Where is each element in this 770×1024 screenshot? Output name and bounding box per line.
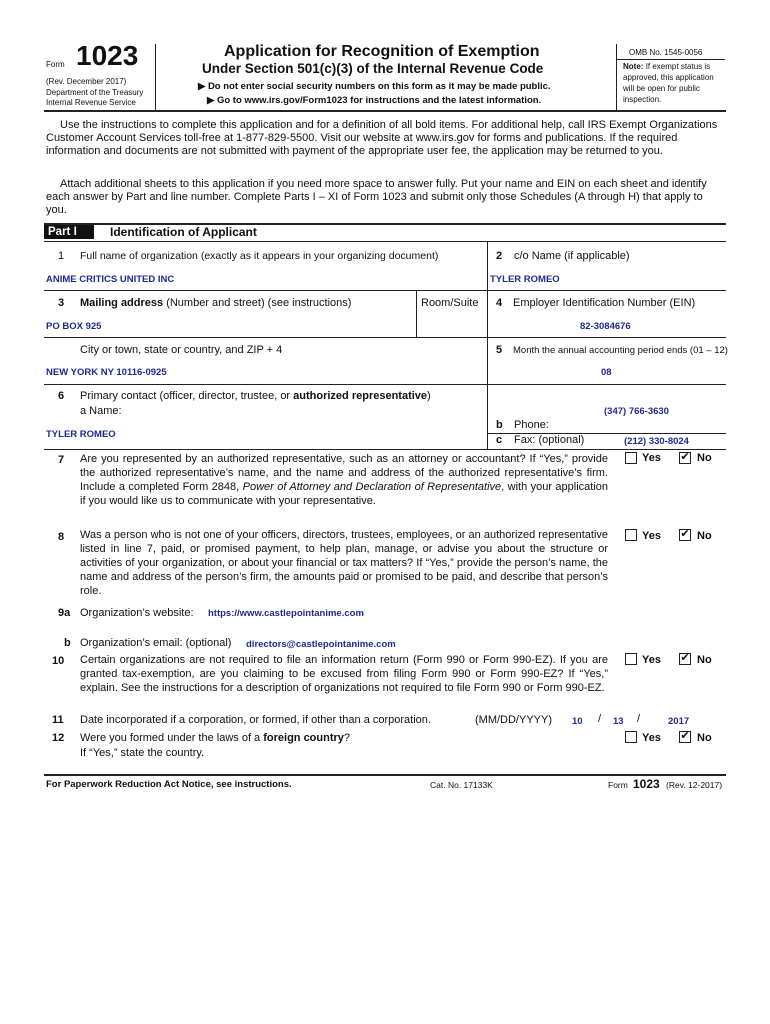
line-12-label: Were you formed under the laws of a foreign country? <box>80 732 351 744</box>
line-10-yes-checkbox[interactable] <box>625 653 637 665</box>
line-6b-letter: b <box>496 419 503 431</box>
line-9b-label: Organization’s email: (optional) <box>80 637 232 649</box>
incorporation-month-field[interactable]: 10 <box>572 716 583 727</box>
agency: Internal Revenue Service <box>46 98 136 107</box>
public-inspection-note: Note: If exempt status is approved, this application will be open for public inspection. <box>623 62 714 104</box>
line-12-sublabel: If “Yes,” state the country. <box>80 747 205 759</box>
city-label: City or town, state or country, and ZIP + 4 <box>80 344 283 356</box>
line-12-no-label: No <box>697 732 712 744</box>
line-8-no-label: No <box>697 530 712 542</box>
line-7-no-label: No <box>697 452 712 464</box>
check-mark-icon: ✔ <box>680 451 690 463</box>
line-12-no-checkbox[interactable] <box>679 731 691 743</box>
line-10-no-checkbox[interactable] <box>679 653 691 665</box>
line-8-number: 8 <box>58 531 65 543</box>
date-separator: / <box>637 713 641 725</box>
line-10-number: 10 <box>52 655 65 667</box>
ssn-notice: ▶ Do not enter social security numbers on this form as it may be made public. <box>198 81 551 92</box>
department: Department of the Treasury <box>46 88 144 97</box>
intro-instructions: Use the instructions to complete this application and for a definition of all bold items. For additional help, call IRS Exempt Organizations Customer Account Services toll-free at 1-877-829-5500. Visit our website at www.irs.gov for forms and publications. If the required information and documents are not submitted with payment of the appropriate user fee, the application may be returned to you. <box>46 119 718 157</box>
line-8-yes-checkbox[interactable] <box>625 529 637 541</box>
line-8-no-checkbox[interactable] <box>679 529 691 541</box>
line-9b-number: b <box>64 637 71 649</box>
line-6-label: Primary contact (officer, director, trustee, or authorized representative) <box>80 390 431 402</box>
instructions-link-notice: ▶ Go to www.irs.gov/Form1023 for instructions and the latest information. <box>207 95 542 106</box>
line-10-yes-label: Yes <box>642 654 661 666</box>
form-subtitle: Under Section 501(c)(3) of the Internal Revenue Code <box>202 61 544 76</box>
fax-field[interactable]: (212) 330-8024 <box>624 436 689 447</box>
line-5-number: 5 <box>496 344 503 356</box>
contact-name-field[interactable]: TYLER ROMEO <box>46 429 116 440</box>
form-title: Application for Recognition of Exemption <box>224 43 540 60</box>
line-7-yes-label: Yes <box>642 452 661 464</box>
line-1-number: 1 <box>58 250 65 262</box>
ein-field[interactable]: 82-3084676 <box>580 321 631 332</box>
line-9a-number: 9a <box>58 607 71 619</box>
date-separator: / <box>598 713 602 725</box>
line-7-yes-checkbox[interactable] <box>625 452 637 464</box>
part-label: Part I <box>44 225 94 239</box>
incorporation-day-field[interactable]: 13 <box>613 716 624 727</box>
email-field[interactable]: directors@castlepointanime.com <box>246 639 396 650</box>
line-12-yes-checkbox[interactable] <box>625 731 637 743</box>
mailing-address-field[interactable]: PO BOX 925 <box>46 321 102 332</box>
line-5-label: Month the annual accounting period ends (01 – 12) <box>513 345 728 356</box>
line-7-number: 7 <box>58 454 65 466</box>
accounting-period-field[interactable]: 08 <box>601 367 612 378</box>
check-mark-icon: ✔ <box>680 528 690 540</box>
care-of-name-field[interactable]: TYLER ROMEO <box>490 274 560 285</box>
paperwork-notice: For Paperwork Reduction Act Notice, see instructions. <box>46 779 292 790</box>
line-10-no-label: No <box>697 654 712 666</box>
line-6a-label: a Name: <box>80 405 122 417</box>
revision-date: (Rev. December 2017) <box>46 77 127 86</box>
line-9a-label: Organization’s website: <box>80 607 194 619</box>
footer-revision: (Rev. 12-2017) <box>666 780 723 790</box>
date-format-label: (MM/DD/YYYY) <box>475 714 552 726</box>
intro-attach-sheets: Attach additional sheets to this application if you need more space to answer fully. Put your name and EIN on each sheet and identify each answer by Part and line number. Complete Parts I – XI of Form 1023 and submit only those Schedules (A through H) that apply to you. <box>46 178 707 216</box>
form-number: 1023 <box>76 40 139 71</box>
line-3-label: Mailing address (Number and street) (see instructions) <box>80 297 352 309</box>
line-6c-label: Fax: (optional) <box>514 434 585 446</box>
part-title: Identification of Applicant <box>110 225 257 239</box>
line-2-label: c/o Name (if applicable) <box>514 250 630 262</box>
line-7-question: Are you represented by an authorized representative, such as an attorney or accountant? If “Yes,” provide the authorized representative’s name, and the name and address of the authorized representative’s firm. Include a completed Form 2848, Power of Attorney and Declaration of Representative, with your application if you would like us to communicate with your representative. <box>80 453 609 507</box>
line-12-number: 12 <box>52 732 65 744</box>
line-12-yes-label: Yes <box>642 732 661 744</box>
incorporation-year-field[interactable]: 2017 <box>668 716 690 727</box>
line-6c-letter: c <box>496 434 503 446</box>
line-8-yes-label: Yes <box>642 530 661 542</box>
form-label: Form <box>46 60 65 69</box>
footer-form-label: Form <box>608 780 628 790</box>
line-11-number: 11 <box>52 714 64 726</box>
website-field[interactable]: https://www.castlepointanime.com <box>208 608 364 619</box>
line-11-label: Date incorporated if a corporation, or formed, if other than a corporation. <box>80 714 431 726</box>
line-2-number: 2 <box>496 250 503 262</box>
line-3-number: 3 <box>58 297 65 309</box>
check-mark-icon: ✔ <box>680 652 690 664</box>
line-1-label: Full name of organization (exactly as it appears in your organizing document) <box>80 250 439 262</box>
phone-field[interactable]: (347) 766-3630 <box>604 406 669 417</box>
omb-number: OMB No. 1545-0056 <box>629 48 703 57</box>
room-suite-label: Room/Suite <box>421 297 479 309</box>
line-10-question: Certain organizations are not required to file an information return (Form 990 or Form 990-EZ). If you are granted tax-exemption, are you claiming to be excused from filing Form 990 or Form 990-EZ? If “Yes,” explain. See the instructions for a description of organizations not required to file Form 990 or Form 990-EZ. <box>80 654 608 694</box>
city-state-zip-field[interactable]: NEW YORK NY 10116-0925 <box>46 367 167 378</box>
footer-form-number: 1023 <box>633 777 660 791</box>
line-6b-label: Phone: <box>514 419 549 431</box>
line-7-no-checkbox[interactable] <box>679 452 691 464</box>
line-6-number: 6 <box>58 390 65 402</box>
line-8-question: Was a person who is not one of your officers, directors, trustees, employees, or an authorized representative listed in line 7, paid, or promised payment, to help plan, manage, or advise you about the structure or activities of your organization, or about your financial or tax matters? If “Yes,” provide the person’s name, the name and address of the person’s firm, the amounts paid or promised to be paid, and describe that person’s role. <box>80 529 608 597</box>
organization-name-field[interactable]: ANIME CRITICS UNITED INC <box>46 274 175 285</box>
line-4-number: 4 <box>496 297 503 309</box>
catalog-number: Cat. No. 17133K <box>430 780 493 790</box>
line-4-label: Employer Identification Number (EIN) <box>513 297 696 309</box>
check-mark-icon: ✔ <box>680 730 690 742</box>
